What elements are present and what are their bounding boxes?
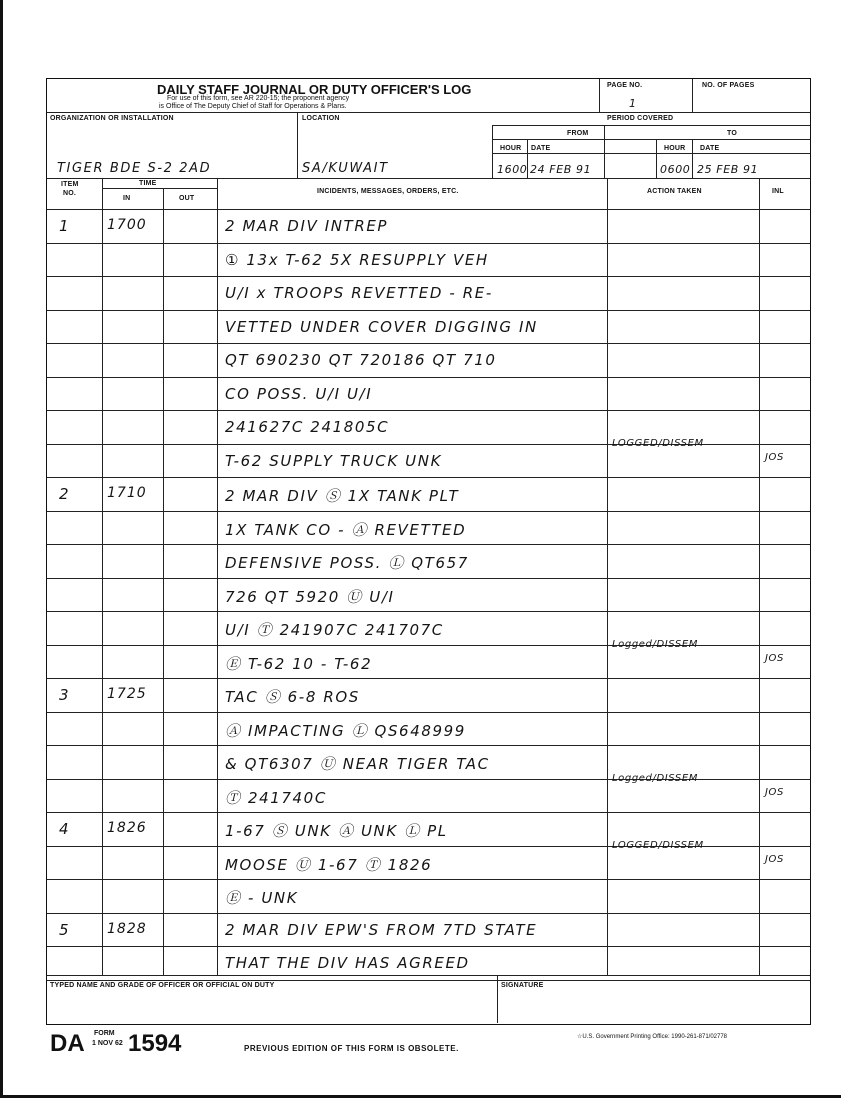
grid-line-h bbox=[47, 276, 810, 277]
entry-incident: 1-67 Ⓢ UNK Ⓐ UNK Ⓛ PL bbox=[225, 822, 448, 840]
action-taken-label: ACTION TAKEN bbox=[647, 188, 702, 195]
entry-item-no: 1 bbox=[59, 217, 71, 235]
entry-time-in: 1828 bbox=[107, 920, 147, 937]
entry-action-taken: Logged/DISSEM bbox=[612, 638, 698, 650]
entry-incident: THAT THE DIV HAS AGREED bbox=[225, 954, 470, 972]
grid-line-v bbox=[497, 975, 498, 1023]
page-edge-bottom bbox=[0, 1095, 841, 1098]
entry-action-taken: Logged/DISSEM bbox=[612, 772, 698, 784]
entry-incident: U/I Ⓣ 241907C 241707C bbox=[225, 621, 444, 639]
grid-line-h bbox=[47, 310, 810, 311]
no-of-pages-label: NO. OF PAGES bbox=[702, 82, 755, 89]
grid-line-v bbox=[692, 139, 693, 178]
grid-line-h bbox=[47, 209, 810, 210]
staff-journal-form bbox=[46, 78, 811, 1025]
to-date-value: 25 FEB 91 bbox=[697, 163, 759, 176]
entry-incident: Ⓔ - UNK bbox=[225, 889, 299, 907]
entry-time-in: 1826 bbox=[107, 820, 147, 836]
footer-form-date: 1 NOV 62 bbox=[92, 1040, 123, 1047]
grid-line-h bbox=[47, 343, 810, 344]
entry-incident: 726 QT 5920 Ⓤ U/I bbox=[225, 587, 395, 606]
grid-line-v bbox=[102, 178, 103, 975]
page-no-value: 1 bbox=[629, 97, 637, 110]
entry-incident: 241627C 241805C bbox=[225, 418, 390, 436]
grid-line-h bbox=[492, 125, 810, 126]
page-no-label: PAGE NO. bbox=[607, 82, 643, 89]
entry-time-in: 1710 bbox=[107, 485, 147, 501]
grid-line-h bbox=[47, 611, 810, 612]
entry-time-in: 1725 bbox=[107, 686, 147, 702]
item-no-label-1: ITEM bbox=[61, 181, 79, 188]
incidents-label: INCIDENTS, MESSAGES, ORDERS, ETC. bbox=[317, 188, 459, 195]
grid-line-h bbox=[47, 511, 810, 512]
grid-line-v bbox=[492, 125, 493, 178]
to-hour-value: 0600 bbox=[660, 163, 691, 176]
entry-incident: DEFENSIVE POSS. Ⓛ QT657 bbox=[225, 554, 469, 572]
entry-incident: 1X TANK CO - Ⓐ REVETTED bbox=[225, 520, 467, 539]
entry-incident: Ⓐ IMPACTING Ⓛ QS648999 bbox=[225, 721, 466, 740]
location-label: LOCATION bbox=[302, 115, 340, 122]
from-hour-value: 1600 bbox=[497, 163, 528, 176]
grid-line-h bbox=[47, 178, 810, 179]
from-date-label: DATE bbox=[531, 145, 551, 152]
grid-line-h bbox=[47, 477, 810, 478]
entry-incident: TAC Ⓢ 6-8 ROS bbox=[225, 688, 360, 706]
grid-line-h bbox=[47, 112, 810, 113]
from-hour-label: HOUR bbox=[500, 145, 522, 152]
grid-line-h bbox=[47, 812, 810, 813]
form-title: DAILY STAFF JOURNAL OR DUTY OFFICER'S LOG bbox=[157, 82, 472, 97]
grid-line-v bbox=[607, 178, 608, 975]
grid-line-h bbox=[47, 946, 810, 947]
entry-incident: Ⓣ 241740C bbox=[225, 788, 327, 807]
grid-line-h bbox=[47, 879, 810, 880]
item-no-label-2: NO. bbox=[63, 190, 77, 197]
grid-line-v bbox=[692, 79, 693, 112]
time-out-label: OUT bbox=[179, 195, 195, 202]
grid-line-v bbox=[527, 139, 528, 178]
entry-incident: T-62 SUPPLY TRUCK UNK bbox=[225, 451, 443, 470]
footer-form-label: FORM bbox=[94, 1030, 115, 1037]
grid-line-v bbox=[656, 139, 657, 178]
time-in-label: IN bbox=[123, 195, 131, 202]
from-date-value: 24 FEB 91 bbox=[530, 163, 592, 176]
form-subtitle-2: is Office of The Deputy Chief of Staff for Operations & Plans. bbox=[159, 103, 347, 110]
entry-initials: JOS bbox=[765, 853, 784, 865]
grid-line-h bbox=[47, 678, 810, 679]
entry-initials: JOS bbox=[765, 451, 784, 463]
entry-incident: & QT6307 Ⓤ NEAR TIGER TAC bbox=[225, 755, 490, 773]
grid-line-h bbox=[47, 980, 810, 981]
grid-line-h bbox=[47, 745, 810, 746]
entry-item-no: 4 bbox=[59, 820, 71, 838]
entry-action-taken: LOGGED/DISSEM bbox=[612, 437, 704, 449]
entry-incident: ① 13x T-62 5X RESUPPLY VEH bbox=[225, 250, 489, 269]
entry-initials: JOS bbox=[765, 786, 784, 798]
grid-line-h bbox=[47, 913, 810, 914]
org-value: TIGER BDE S-2 2AD bbox=[57, 161, 212, 176]
entry-incident: MOOSE Ⓤ 1-67 Ⓣ 1826 bbox=[225, 855, 433, 874]
entry-incident: 2 MAR DIV INTREP bbox=[225, 217, 389, 235]
grid-line-h bbox=[47, 975, 810, 976]
entry-initials: JOS bbox=[765, 652, 784, 664]
grid-line-h bbox=[47, 712, 810, 713]
typed-name-label: TYPED NAME AND GRADE OF OFFICER OR OFFICIAL ON DUTY bbox=[50, 982, 275, 989]
footer-da: DA bbox=[50, 1030, 85, 1057]
grid-line-v bbox=[297, 112, 298, 178]
entry-incident: U/I x TROOPS REVETTED - RE- bbox=[225, 284, 493, 302]
grid-line-v bbox=[759, 178, 760, 975]
entry-incident: Ⓔ T-62 10 - T-62 bbox=[225, 654, 373, 673]
grid-line-h bbox=[47, 243, 810, 244]
entry-incident: VETTED UNDER COVER DIGGING IN bbox=[225, 317, 538, 336]
form-subtitle-1: For use of this form, see AR 220-15; the proponent agency bbox=[167, 95, 350, 102]
entry-incident: QT 690230 QT 720186 QT 710 bbox=[225, 351, 497, 369]
entry-item-no: 5 bbox=[59, 920, 71, 939]
grid-line-h bbox=[492, 153, 810, 154]
footer-printing-office: ☆U.S. Government Printing Office: 1990-261-871/02778 bbox=[577, 1034, 728, 1040]
grid-line-h bbox=[47, 544, 810, 545]
footer-form-number: 1594 bbox=[128, 1030, 182, 1057]
grid-line-h bbox=[47, 410, 810, 411]
grid-line-v bbox=[217, 178, 218, 975]
time-label: TIME bbox=[139, 180, 157, 187]
footer-previous-edition: PREVIOUS EDITION OF THIS FORM IS OBSOLETE. bbox=[244, 1044, 459, 1053]
grid-line-v bbox=[604, 125, 605, 178]
location-value: SA/KUWAIT bbox=[302, 161, 389, 176]
entry-incident: CO POSS. U/I U/I bbox=[225, 384, 373, 403]
grid-line-h bbox=[492, 139, 810, 140]
inl-label: INL bbox=[772, 188, 784, 195]
to-label: TO bbox=[727, 130, 737, 137]
entry-item-no: 3 bbox=[59, 686, 71, 704]
grid-line-v bbox=[599, 79, 600, 112]
grid-line-h bbox=[47, 578, 810, 579]
period-covered-label: PERIOD COVERED bbox=[607, 115, 674, 122]
grid-line-h bbox=[102, 188, 217, 189]
entry-incident: 2 MAR DIV EPW'S FROM 7TD STATE bbox=[225, 920, 538, 939]
from-label: FROM bbox=[567, 130, 589, 137]
entry-time-in: 1700 bbox=[107, 217, 147, 233]
grid-line-v bbox=[163, 188, 164, 975]
entry-item-no: 2 bbox=[59, 485, 71, 503]
org-label: ORGANIZATION OR INSTALLATION bbox=[50, 115, 174, 122]
entry-action-taken: LOGGED/DISSEM bbox=[612, 839, 704, 851]
signature-label: SIGNATURE bbox=[501, 982, 544, 989]
entry-incident: 2 MAR DIV Ⓢ 1X TANK PLT bbox=[225, 487, 460, 505]
to-date-label: DATE bbox=[700, 145, 720, 152]
to-hour-label: HOUR bbox=[664, 145, 686, 152]
grid-line-h bbox=[47, 377, 810, 378]
page-edge-right bbox=[0, 0, 3, 1095]
